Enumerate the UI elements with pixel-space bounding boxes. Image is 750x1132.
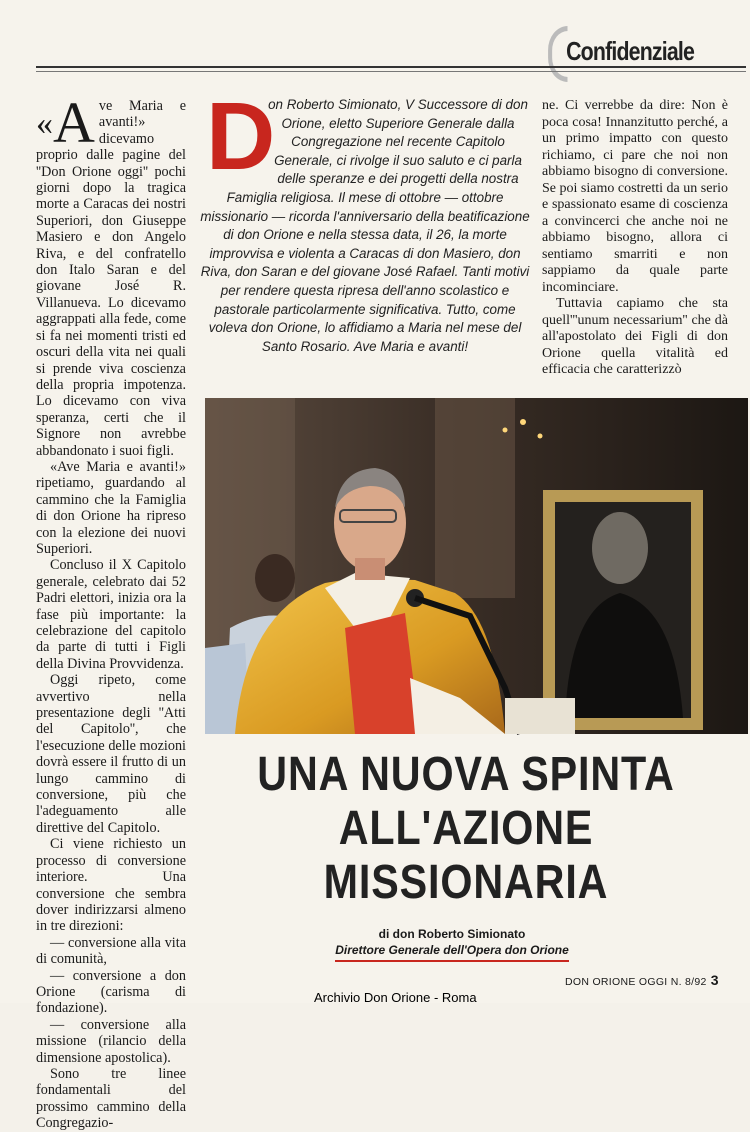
byline (312, 926, 592, 962)
header-rule (36, 66, 746, 68)
section-tag-ring (548, 26, 568, 82)
header-rule-thin (36, 71, 746, 72)
headline (206, 748, 726, 910)
photo-priest-at-lectern (205, 398, 748, 734)
paragraph: — conversione alla missione (rilancio della dimensione apostolica). (36, 1016, 186, 1066)
page-number: 3 (710, 972, 719, 988)
paragraph: — conversione a don Orione (carisma di fondazione). (36, 967, 186, 1017)
paragraph: Oggi ripeto, come avvertivo nella presentazione degli ''Atti del Capitolo'', che l'esecuzione delle mozioni dovrà essere il frutto di un lungo cammino di conversione, più che l'adeguamento alle direttive del Capitolo. (36, 672, 186, 836)
magazine-issue: DON ORIONE OGGI N. 8/92 (565, 976, 707, 988)
paragraph: Tuttavia capiamo che sta quell'''unum necessarium'' che dà all'apostolato dei Figli di don Orione quella vitalità ed efficacia che caratterizzò (542, 296, 728, 377)
photo-illustration (205, 398, 748, 734)
headline-line-1: UNA NUOVA SPINTA (257, 748, 675, 801)
page-footer (565, 972, 719, 988)
archive-watermark: Archivio Don Orione - Roma (314, 990, 477, 1005)
column-right (542, 98, 728, 379)
byline-role: Direttore Generale dell'Opera don Orione (335, 942, 569, 962)
section-tag-label: Confidenziale (566, 36, 694, 66)
headline-line-2: ALL'AZIONE (338, 802, 594, 855)
paragraph: Sono tre linee fondamentali del prossimo cammino della Congregazio- (36, 1065, 186, 1132)
section-tag (548, 26, 694, 82)
intro-text: on Roberto Simionato, V Successore di don Orione, eletto Superiore Generale dalla Congregazione nel recente Capitolo Generale, ci rivolge il suo saluto e ci parla delle speranze e dei progetti della nostra Famiglia religiosa. Il mese di ottobre — ottobre missionario — ricorda l'anniversario della beatificazione di don Orione e nella stessa data, il 26, la morte improvvisa e violenta a Caracas di don Masiero, don Riva, don Saran e del giovane José Rafael. Tanti motivi per rendere questa ripresa dell'anno scolastico e pastorale particolarmente significativa. Tutto, come voleva don Orione, lo affidiamo a Maria nel mese del Santo Rosario. Ave Maria e avanti! (200, 97, 530, 354)
intro-block (200, 83, 530, 356)
paragraph: Ci viene richiesto un processo di conversione interiore. Una conversione che sembra dover indirizzarsi almeno in tre direzioni: (36, 836, 186, 935)
byline-author: di don Roberto Simionato (378, 927, 526, 941)
paragraph: ne. Ci verrebbe da dire: Non è poca cosa! Innanzitutto perché, a un primo impatto con questo richiamo, ci pare che noi non abbiamo bisogno di conversione. Se poi siamo costretti da un serio e spassionato esame di coscienza a convincerci che anche noi ne abbiamo bisogno, allora ci sentiamo smarriti e non sappiamo da quale parte incominciare. (542, 98, 728, 295)
paragraph: «A ve Maria e avanti!» dicevamo proprio dalle pagine del ''Don Orione oggi'' pochi giorni dopo la tragica morte a Caracas dei nostri Superiori, don Giuseppe Masiero e don Angelo Riva, e del confratello don Italo Saran e del giovane José R. Villanueva. Lo dicevamo aggrappati alla fede, come si fa nei momenti tristi ed oscuri della vita nei quali si prende viva coscienza della propria impotenza. Lo dicevamo con viva speranza, certi che il Signore non avrebbe abbandonato i suoi figli. (36, 90, 186, 459)
drop-cap-a: «A (36, 90, 95, 155)
column-left (36, 90, 186, 1132)
paragraph: — conversione alla vita di comunità, (36, 934, 186, 968)
headline-line-3: MISSIONARIA (323, 856, 609, 909)
paragraph: «Ave Maria e avanti!» ripetiamo, guardando al cammino che la Famiglia di don Orione ha ripreso con la elezione dei nuovi Superiori. (36, 458, 186, 557)
paragraph: Concluso il X Capitolo generale, celebrato dai 52 Padri elettori, inizia ora la fase più importante: la celebrazione del capitolo da parte di tutti i Figli della Divina Provvidenza. (36, 557, 186, 672)
drop-cap-d: D (206, 83, 276, 190)
